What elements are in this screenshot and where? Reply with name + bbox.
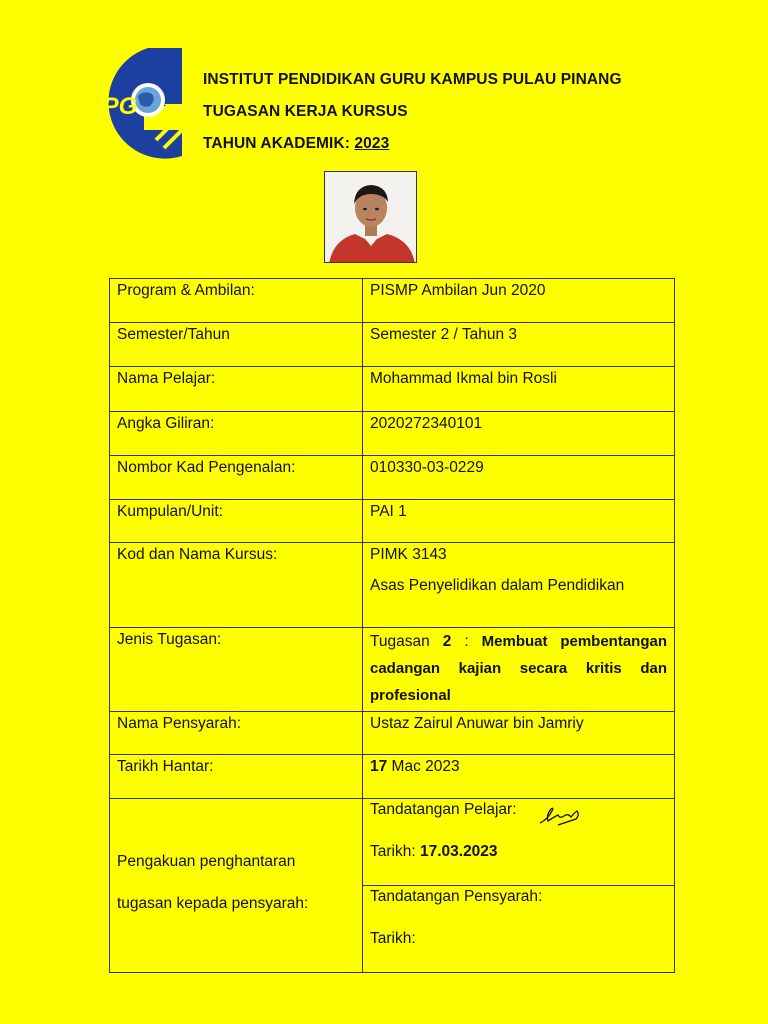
submit-day: 17 [370,758,388,775]
row-label: Nombor Kad Pengenalan: [117,459,296,476]
student-date-value: 17.03.2023 [419,843,498,860]
row-label: Semester/Tahun [117,326,230,343]
row-value: Ustaz Zairul Anuwar bin Jamriy [370,715,584,732]
logo-text: iPG [96,93,138,120]
course-code: PIMK 3143 [370,546,447,563]
academic-year [203,134,622,166]
assignment-prefix: Tugasan [370,633,443,650]
row-label: Kod dan Nama Kursus: [117,546,278,563]
row-label: Nama Pensyarah: [117,715,242,732]
acknowledgement-label-line2: tugasan kepada pensyarah: [117,895,309,912]
student-signature [538,801,582,829]
table-row [110,456,675,500]
lecturer-signature-section [363,886,674,972]
row-label: Nama Pelajar: [117,370,216,387]
row-value: 010330-03-0229 [370,459,484,476]
table-row [110,500,675,543]
table-row [110,543,675,628]
row-value: PAI 1 [370,503,407,520]
assignment-title: TUGASAN KERJA KURSUS [203,103,408,120]
student-photo [324,171,417,263]
row-label: Kumpulan/Unit: [117,503,223,520]
student-date [370,843,498,861]
row-value: Mohammad Ikmal bin Rosli [370,370,557,387]
assignment-separator: : [451,633,482,650]
row-label: Angka Giliran: [117,415,215,432]
table-row [110,712,675,755]
course-name: Asas Penyelidikan dalam Pendidikan [370,577,625,594]
row-value [370,755,667,776]
student-info-table [109,278,675,973]
row-value: Semester 2 / Tahun 3 [370,326,518,343]
table-row [110,755,675,799]
assignment-number: 2 [442,633,452,650]
row-value: PISMP Ambilan Jun 2020 [370,282,546,299]
student-date-label: Tarikh: [370,843,420,860]
acknowledgement-row [110,799,675,973]
academic-year-value: 2023 [354,135,390,152]
table-row [110,412,675,456]
lecturer-signature-label: Tandatangan Pensyarah: [370,888,543,905]
student-signature-label: Tandatangan Pelajar: [370,801,517,818]
submit-month-year: Mac 2023 [387,758,460,775]
table-row [110,367,675,412]
student-signature-section [363,799,674,886]
row-label: Tarikh Hantar: [117,758,214,775]
row-value: 2020272340101 [370,415,483,432]
academic-year-label: TAHUN AKADEMIK: [203,135,355,152]
assignment-description: Membuat pembentangan cadangan kajian secara kritis dan profesional [370,633,667,704]
table-row [110,279,675,323]
document-header [203,70,622,166]
ipg-logo [86,44,186,162]
assignment-type [370,628,667,709]
row-label: Jenis Tugasan: [117,631,222,648]
institute-name: INSTITUT PENDIDIKAN GURU KAMPUS PULAU PINANG [203,71,622,88]
table-row [110,628,675,712]
lecturer-date-label: Tarikh: [370,930,416,947]
acknowledgement-label-line1: Pengakuan penghantaran [117,853,296,870]
table-row [110,323,675,367]
row-label: Program & Ambilan: [117,282,255,299]
